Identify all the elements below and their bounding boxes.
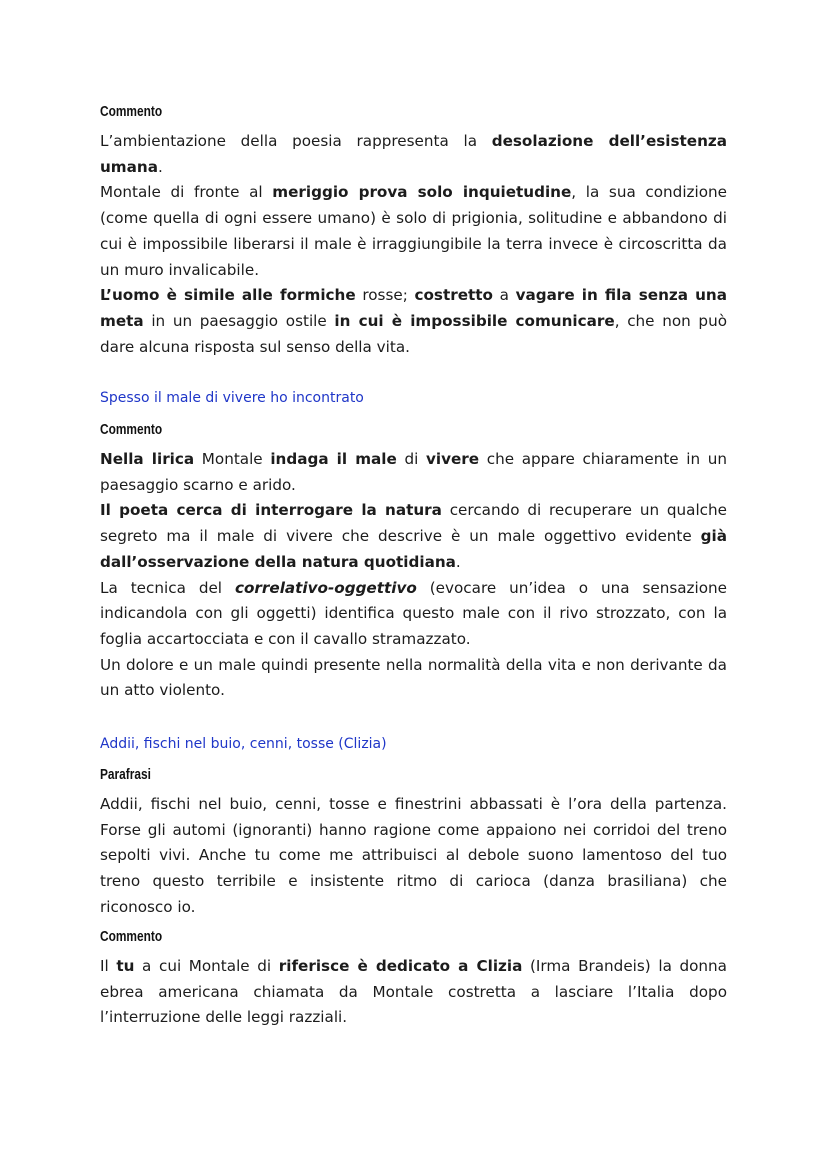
bold-text: costretto [414,286,493,305]
section-label-commento-3: Commento [100,929,163,945]
section-4-body [100,954,727,1031]
text-run: cercando di recuperare un qualche segreto ma il male di vivere che descrive è un male oggettivo evidente [100,501,727,546]
text-run: di [396,450,426,468]
section-label-commento-1: Commento [100,104,163,120]
text-run: che appare chiaramente in un paesaggio scarno e arido. [100,450,728,494]
bold-text: Nella lirica [100,450,195,468]
paragraph [100,653,727,704]
section-3-body [100,792,727,921]
text-run: a cui Montale di [134,957,279,975]
text-run: . [455,552,461,571]
paragraph [100,180,727,283]
text-run: Montale di fronte al [100,183,273,202]
paragraph [100,792,727,921]
text-run: La tecnica del [100,578,235,597]
text-run: Montale [194,450,271,468]
bold-text: in cui è impossibile comunicare [334,311,615,330]
text-run: rosse; [355,286,415,305]
bold-text: vagare in fila senza una meta [100,286,727,330]
text-run: , la sua condizione (come quella di ogni essere umano) è solo di prigionia, solitudine e abbandono di cui è impossibile liberarsi il male è irraggiungibile la terra invece è circoscritta da un muro invalicabile. [100,183,727,279]
heading-addii-fischi: Addii, fischi nel buio, cenni, tosse (Clizia) [100,736,387,752]
text-run: Addii, fischi nel buio, cenni, tosse e finestrini abbassati è l’ora della partenza. Forse gli automi (ignoranti) hanno ragione come appaiono nei corridoi del treno sepolti vivi. Anche tu come me attribuisci al debole suono lamentoso del tuo treno questo terribile e insistente ritmo di carioca (danza brasiliana) che riconosco io. [100,795,727,916]
bold-text: Il poeta cerca di interrogare la natura [100,501,442,520]
bold-text: già dall’osservazione della natura quotidiana [100,527,727,571]
bold-text: desolazione dell’esistenza umana [100,132,727,176]
paragraph [100,576,727,653]
bold-text: correlativo-oggettivo [234,578,417,597]
text-run: , che non può dare alcuna risposta sul senso della vita. [100,311,727,356]
paragraph [100,129,727,180]
section-label-parafrasi: Parafrasi [100,767,151,783]
text-run: (evocare un’idea o una sensazione indicandola con gli oggetti) identifica questo male con il rivo strozzato, con la foglia accartocciata e con il cavallo stramazzato. [100,578,728,648]
section-label-commento-2: Commento [100,422,163,438]
text-run: Un dolore e un male quindi presente nella normalità della vita e non derivante da un atto violento. [100,655,727,700]
text-run: a [492,286,516,305]
paragraph [100,283,727,360]
section-2-body [100,447,727,704]
section-1-body [100,129,727,360]
text-run: Il [100,957,117,975]
paragraph [100,447,727,498]
bold-text: L’uomo è simile alle formiche [100,286,356,305]
bold-text: tu [116,957,135,975]
bold-text: indaga il male [270,450,397,468]
paragraph [100,498,727,575]
heading-spesso-il-male: Spesso il male di vivere ho incontrato [100,390,364,406]
text-run: L’ambientazione della poesia rappresenta la [100,132,492,150]
bold-text: vivere [425,450,480,468]
bold-text: meriggio prova solo inquietudine [272,183,572,202]
text-run: in un paesaggio ostile [143,311,335,330]
bold-text: riferisce è dedicato a Clizia [278,957,523,975]
text-run: . [157,157,163,176]
paragraph [100,954,727,1031]
text-run: (Irma Brandeis) la donna ebrea americana chiamata da Montale costretta a lasciare l’Italia dopo l’interruzione delle leggi razziali. [100,957,727,1027]
